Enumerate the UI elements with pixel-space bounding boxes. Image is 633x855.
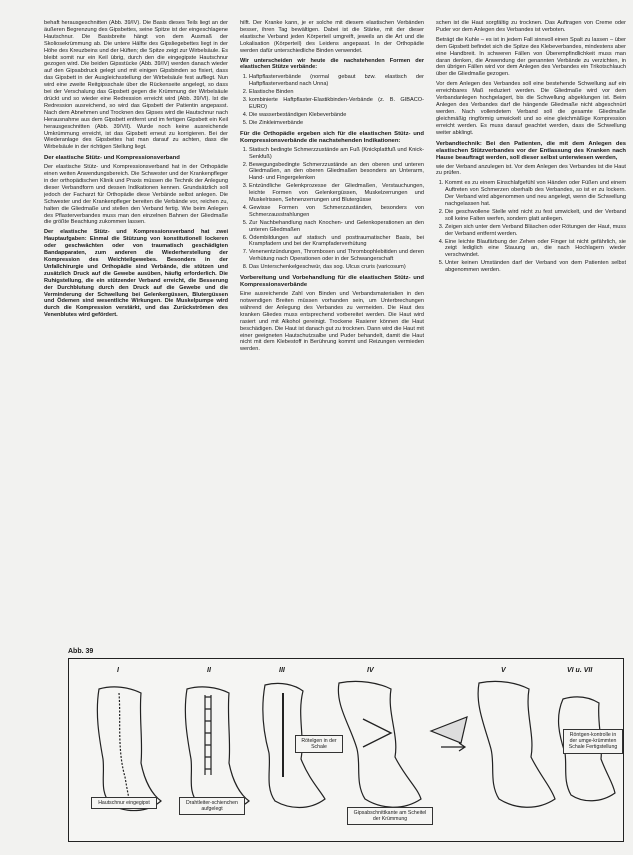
panel-numeral: V [501,667,506,674]
text-column-3 [436,20,626,640]
section-heading: Für die Orthopädie ergeben sich für die elastischen Stütz- und Kompressionsverbände die nachstehenden Indikationen: [240,130,424,144]
panel-numeral: II [207,667,211,674]
list-item: 7. Venenentzündungen, Thrombosen und Thrombophlebitiden und deren Verhütung nach Operationen oder in der Schwangerschaft [249,249,424,263]
figure-label: Abb. 39 [68,648,94,655]
section-heading: Verbandtechnik: Bei den Patienten, die mit dem Anlegen des elastischen Stützverbandes vor der Entlassung des Kranken nach Hause beauftragt werden, soll dieser selbst unterwiesen werden, [436,140,626,161]
caption-box: Drahtleiter-schienchen aufgelegt [179,797,245,815]
paragraph: schen ist die Haut sorgfältig zu trocknen. Das Auftragen von Creme oder Puder vor dem Anlegen des Verbandes ist verboten. [436,20,626,33]
indication-list [240,147,424,271]
section-heading: Vorbereitung und Vorbehandlung für die elastischen Stütz- und Kompressionsverbände [240,275,424,289]
panel-numeral: III [279,667,285,674]
instruction-list [436,180,626,274]
list-item: 1. Kommt es zu einem Einschlafgefühl von Händen oder Füßen und einem Auftreten von Schmerzen oberhalb des Verbandes, so ist er zu lockern. Der Verband wird abgenommen und neu angelegt, wenn die Schwellung nachgelassen hat. [445,180,626,208]
paragraph: wie der Verband anzulegen ist. Vor dem Anlegen des Verbandes ist die Haut zu prüfen. [436,163,626,177]
panel-numeral: VI u. VII [567,667,593,674]
caption-box: Röntgen-kontrolle in der umge-krümmten Schale Fertigstellung [563,729,623,754]
list-item: 1. Haftpflasterverbände (normal gebaut bzw. elastisch der Haftpflasterverband nach Unna) [249,74,424,88]
text-column-1 [44,20,228,640]
list-item: 3. kombinierte Haftpflaster-Elastikbinden-Verbände (z. B. GIBACO-EURO) [249,97,424,111]
plaster-bed-outline-i [97,687,161,811]
list-item: 2. Die geschwollene Stelle wird nicht zu fest umwickelt, und der Verband soll keine Falten werfen, sondern glatt anliegen. [445,209,626,223]
list-item: 8. Das Unterschenkelgeschwür, das sog. Ulcus cruris (varicosum) [249,264,424,271]
wedge-cut-iv [363,719,391,747]
paragraph: hilft. Der Kranke kann, je er solche mit diesem elastischen Verbänden besser, ihren Tag bewältigen. Dabei ist die Stärke, mit der dieser elastische Verband jeden Körperteil umgreift, jeweils an die Art und die Lokalisation (Körperteil) des Leidens angepasst. In der Orthopädie werden dafür unterschiedliche Binden verwendet. [240,20,424,54]
text-column-2 [240,20,424,640]
paragraph-bold: Wir unterscheiden wir heute die nachstehenden Formen der elastischen Stütze verbände: [240,57,424,71]
wire-ladder-splint-ii [205,695,211,775]
shell-outline-iv [338,681,421,807]
list-item: 3. Zeigen sich unter dem Verband Bläschen oder Rötungen der Haut, muss der Verband entfernt werden. [445,224,626,238]
text-page [44,20,624,640]
list-item: 2. Bewegungsbedingte Schmerzzustände an den oberen und unteren Gliedmaßen, an den oberen Gliedmaßen besonders an Unterarm, Hand- und Fingergelenken [249,162,424,183]
list-item: 4. Gewisse Formen von Schmerzzuständen, besonders von Schmerzausstrahlungen [249,205,424,219]
plaster-bed-outline-ii [185,687,249,811]
arrow-icon [441,743,465,751]
section-heading: Der elastische Stütz- und Kompressionsverband [44,155,180,162]
paragraph: Vor dem Anlegen des Verbandes soll eine bestehende Schwellung auf ein erreichbares Maß reduziert werden. Die Gliedmaße wird vor dem Verbandanlegen hochgelagert, bis die Schwellung abgeklungen ist. Beim Anlegen des Verbandes darf die hängende Gliedmaße nicht abgeschnürt werden. Nach vollendetem Verband soll die gesamte Gliedmaße gleichmäßig ringförmig umwickelt und so eine gleichmäßige Kompression erreicht werden. Es muss darauf geachtet werden, dass die Schwellung weiter abklingt. [436,81,626,136]
list-item: 2. Elastische Binden [249,89,424,96]
wedge-triangle-v [431,717,467,743]
figure-abb-39 [68,658,624,842]
list-item: 5. Unter keinen Umständen darf der Verband von dem Patienten selbst abgenommen werden. [445,260,626,274]
list-item: 5. Zur Nachbehandlung nach Knochen- und Gelenkoperationen an den unteren Gliedmaßen [249,220,424,234]
skin-cord-i [119,693,131,809]
paragraph: Der elastische Stütz- und Kompressionsverband hat in der Orthopädie einen weiten Anwendungsbereich. Die Schwester und der Krankenpfleger in der orthopädischen Klinik und Praxis müssen die Technik der Anlegung dieser Verbandform und dessen Indikationen kennen. Grundsätzlich soll jedoch der Facharzt für Orthopädie diese Verbände selbst anlegen. Die Schwester und der Krankenpfleger bereiten die Verbände vor, reichen zu, halten die Gliedmaße und stellen den Verband fertig. Wie beim Anlegen des Pflasterverbandes muss man den einzelnen Bahnen der Gliedmaße die größte Beachtung zukommen lassen. [44,164,228,226]
list-item: 4. Eine leichte Blaufärbung der Zehen oder Finger ist nicht gefährlich, sie zeigt lediglich eine Stauung an, die nach Hochlagern wieder verschwindet. [445,239,626,260]
paragraph: Eine ausreichende Zahl von Binden und Verbandsmaterialien in den notwendigen Breiten müssen vorhanden sein, um Unterbrechungen während der Anlegung des Verbandes zu vermeiden. Die Haut des kranken Gliedes muss entsprechend vorbereitet werden. Die Haut wird rasiert und mit Alkohol gereinigt. Trockene Rasierer können die Haut beschädigen. Die Haut ist danach gut zu trocknen. Dann wird die Haut mit einer geeigneten Hautschutzsalbe und Puder behandelt, damit die Haut nicht mit dem Klebestoff in Berührung kommt und Reizungen vermieden werden. [240,291,424,353]
figure-illustrations [69,659,623,841]
caption-box: Hautschnur eingegipst [91,797,157,809]
list-item: 3. Entzündliche Gelenkprozesse der Gliedmaßen, Verstauchungen, leichte Formen von Gelenkergüssen, Muskelzerrungen und Muskelrissen, Sehnenzerrungen und Blutergüsse [249,183,424,204]
panel-numeral: I [117,667,119,674]
list-item: 5. Die Zinkleimverbände [249,120,424,127]
caption-box: Rötelgen in der Schale [295,735,343,753]
paragraph: behaft herausgeschnitten (Abb. 39/IV). Die Basis dieses Teils liegt an der äußeren Begrenzung des Gipsbettes, seine Spitze ist der eingeschlagene Hautschnur. Die Basisbreite hängt von dem Ausmaß der Skoliosekrümmung ab. Die untere Hälfte des Gipsliegebettes liegt in der Höhe des Kreuzbeins und der Hüften; die Spitze zeigt zur Wirbelsäule. Es bleibt somit nur ein Keil übrig, durch den die eingegipste Hautschnur gezogen wird. Die beiden Gipsstücke (Abb. 39/IV) werden danach wieder auf den Gipsabdruck gelegt und mit einigen Gipsbinden so fixiert, dass das Gipsbett in der Ausgleichsstellung der Wirbelsäule fest aufliegt. Nun wird eine zweite Reitgipsschale über die Rückenseite angelegt, so dass bei der Verschalung das Gipsbett gegen die Krümmung der Wirbelsäule drückt und so wieder eine Redression erreicht wird (Abb. 39/VI). Ist die Redression ausreichend, so wird das Gipsbett der Patientin angepasst. Nach dem Abnehmen und Trocknen des Gipses wird die Hautschnur nach Herausnahme aus dem Gipsbett entfernt und im fertigen Gipsbett ein Keil herausgeschnitten (Abb. 39/VII). Wurde noch keine ausreichende Umkrümmung erreicht, ist das Gipsbett erneut zu korrigieren. Bei der Wiederanlage des Gipsbettes hat man darauf zu achten, dass die Wirbelsäule in der richtigen Stellung liegt. [44,20,228,151]
paragraph: Beträgt die Kuhle – es ist in jedem Fall sinnvoll einen Spalt zu lassen – über dem Gipsbett befindet sich die Spitze des Klebeverbandes, mindestens aber eine Handbreit. In schweren Fällen von Überempfindlichkeit muss man daran denken, die Anwendung der genannten Verbände zu verzichten, in den übrigen Fällen wird vor dem Anlegen des Verbandes ein Trikotschlauch über die Gliedmaße gezogen. [436,36,626,78]
list-item: 6. Ödembildungen auf statisch und posttraumatischer Basis, bei Krampfadern und bei der Krampfaderverhütung [249,235,424,249]
caption-box: Gipsabschnittkante am Scheitel der Krümmung [347,807,433,825]
list-item: 1. Statisch bedingte Schmerzzustände am Fuß (Knickplattfuß und Knick-Senkfuß) [249,147,424,161]
bandage-type-list [240,74,424,126]
paragraph-bold: Der elastische Stütz- und Kompressionsverband hat zwei Hauptaufgaben: Einmal die Stützung von konstitutionell lockeren oder geschwächten oder von traumatisch geschädigten Bandapparaten, zum anderen die Wiederherstellung der Kompression des Weichteilgewebes. Besonders in der Unfallchirurgie und Orthopädie sind Verbände, die stützen und zusätzlich Druck auf die Gewebe ausüben, häufig erforderlich. Die Ruhigstellung, die ein stützender Verband erreicht, die Besserung der Durchblutung durch den Druck auf die Gewebe und die Verminderung der Schwellung bei Gelenkergüssen, Blutergüssen und Ödemen sind wesentliche Wirkungen. Die Muskelpumpe wird durch die Kompression verstärkt, und das Zurückströmen des Venenblutes wird gefördert. [44,229,228,319]
panel-numeral: IV [367,667,374,674]
shell-outline-v [478,681,555,807]
list-item: 4. Die wasserbeständigen Klebeverbände [249,112,424,119]
